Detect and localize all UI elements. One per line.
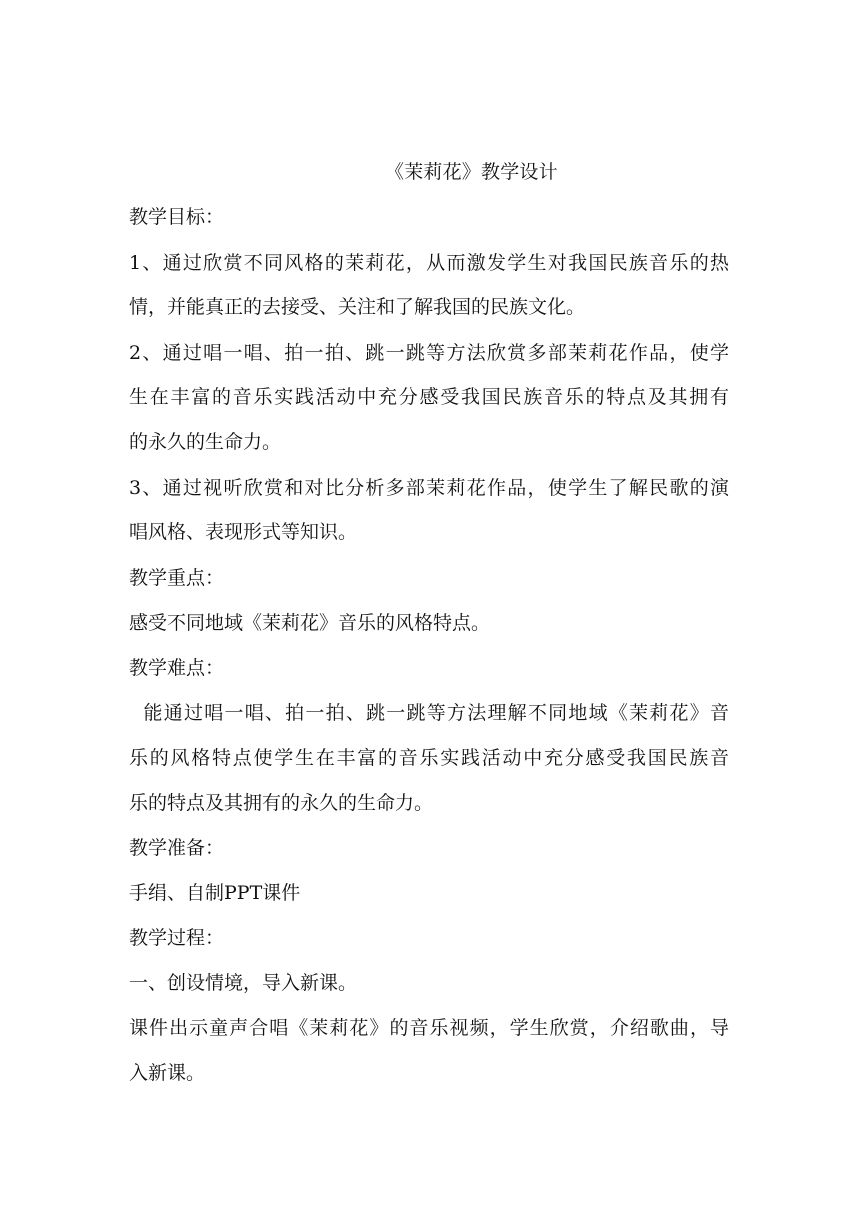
objective-1-line-2: 情，并能真正的去接受、关注和了解我国的民族文化。 bbox=[129, 296, 586, 318]
objective-3-line-2: 唱风格、表现形式等知识。 bbox=[129, 521, 358, 543]
difficulties-line-2: 乐的风格特点使学生在丰富的音乐实践活动中充分感受我国民族音 bbox=[129, 747, 729, 769]
heading-preparation: 教学准备： bbox=[129, 837, 225, 859]
difficulties-line-3: 乐的特点及其拥有的永久的生命力。 bbox=[129, 792, 434, 814]
objective-2-line-1: 2、通过唱一唱、拍一拍、跳一跳等方法欣赏多部茉莉花作品，使学 bbox=[129, 342, 729, 364]
objective-1-line-1: 1、通过欣赏不同风格的茉莉花，从而激发学生对我国民族音乐的热 bbox=[129, 252, 729, 274]
document-title: 《茉莉花》教学设计 bbox=[385, 161, 558, 183]
difficulties-line-1: 能通过唱一唱、拍一拍、跳一跳等方法理解不同地域《茉莉花》音 bbox=[129, 702, 729, 724]
heading-key-points: 教学重点： bbox=[129, 567, 225, 589]
heading-process: 教学过程： bbox=[129, 927, 225, 949]
process-step-1-heading: 一、创设情境，导入新课。 bbox=[129, 972, 358, 994]
heading-difficulties: 教学难点： bbox=[129, 657, 225, 679]
preparation-text: 手绢、自制PPT课件 bbox=[129, 882, 301, 904]
objective-2-line-3: 的永久的生命力。 bbox=[129, 431, 282, 453]
objective-2-line-2: 生在丰富的音乐实践活动中充分感受我国民族音乐的特点及其拥有 bbox=[129, 386, 729, 408]
key-points-text: 感受不同地域《茉莉花》音乐的风格特点。 bbox=[129, 612, 491, 634]
process-step-1-line-2: 入新课。 bbox=[129, 1062, 206, 1084]
process-step-1-line-1: 课件出示童声合唱《茉莉花》的音乐视频，学生欣赏，介绍歌曲，导 bbox=[129, 1017, 729, 1039]
heading-teaching-objectives: 教学目标： bbox=[129, 206, 225, 228]
objective-3-line-1: 3、通过视听欣赏和对比分析多部茉莉花作品，使学生了解民歌的演 bbox=[129, 477, 729, 499]
